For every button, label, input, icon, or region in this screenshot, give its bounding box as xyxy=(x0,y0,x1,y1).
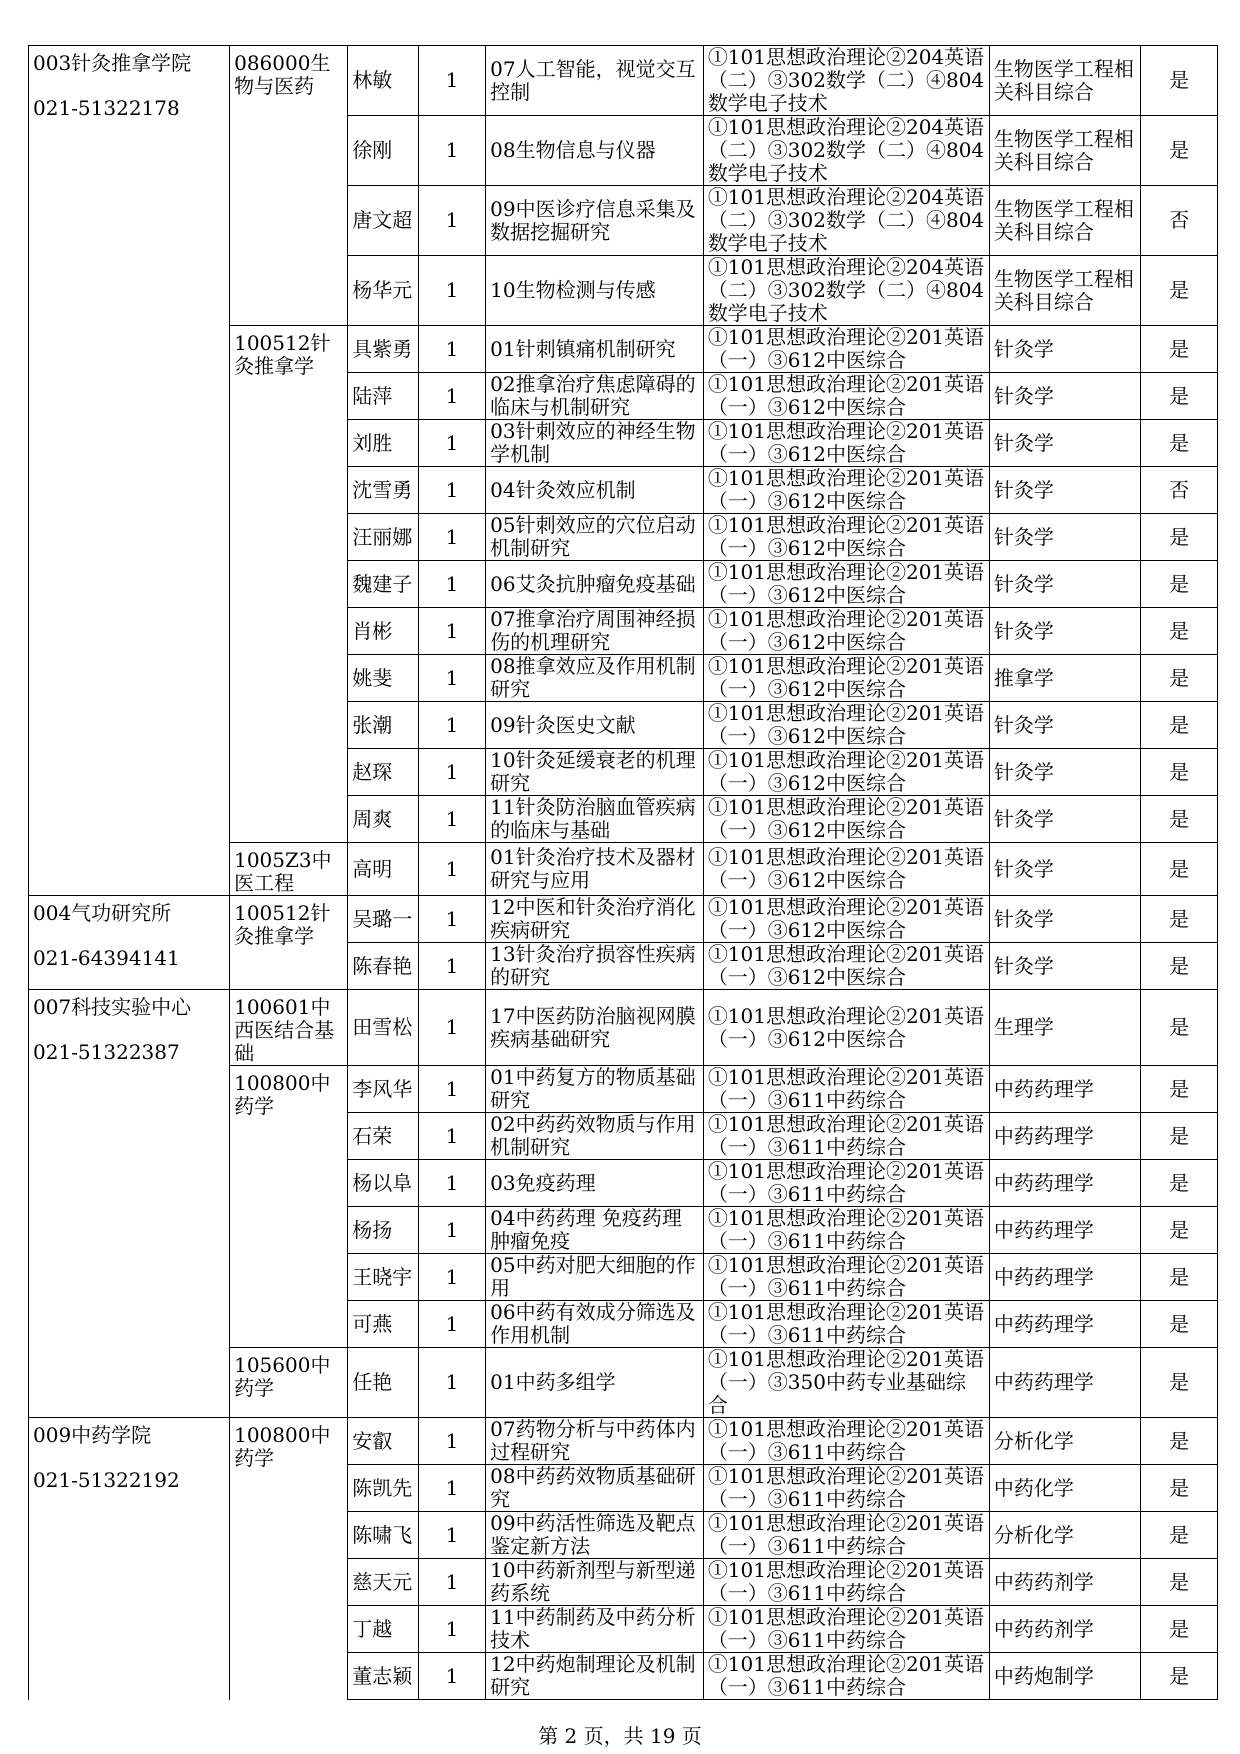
quota-cell: 1 xyxy=(418,467,485,514)
tutor-cell: 李风华 xyxy=(348,1066,418,1113)
flag-cell: 是 xyxy=(1141,655,1218,702)
tutor-cell: 石荣 xyxy=(348,1113,418,1160)
major-cell: 100800中药学 xyxy=(230,1066,348,1348)
quota-cell: 1 xyxy=(418,326,485,373)
exam-subjects-cell: ①101思想政治理论②201英语（一）③611中药综合 xyxy=(703,1113,989,1160)
flag-cell: 是 xyxy=(1141,1113,1218,1160)
flag-cell: 是 xyxy=(1141,373,1218,420)
table-row xyxy=(29,990,1218,1066)
retest-subject-cell: 生理学 xyxy=(989,990,1140,1066)
research-direction-cell: 08中药药效物质基础研究 xyxy=(486,1465,704,1512)
department-phone: 021-51322192 xyxy=(33,1468,180,1492)
research-direction-cell: 04中药药理 免疫药理肿瘤免疫 xyxy=(486,1207,704,1254)
research-direction-cell: 11中药制药及中药分析技术 xyxy=(486,1606,704,1653)
research-direction-cell: 01中药复方的物质基础研究 xyxy=(486,1066,704,1113)
exam-subjects-cell: ①101思想政治理论②201英语（一）③612中医综合 xyxy=(703,896,989,943)
exam-subjects-cell: ①101思想政治理论②201英语（一）③612中医综合 xyxy=(703,843,989,896)
flag-cell: 是 xyxy=(1141,943,1218,990)
page-footer: 第 2 页，共 19 页 xyxy=(538,1724,702,1748)
flag-cell: 是 xyxy=(1141,1606,1218,1653)
research-direction-cell: 10生物检测与传感 xyxy=(486,256,704,326)
major-cell: 100512针灸推拿学 xyxy=(230,326,348,843)
exam-subjects-cell: ①101思想政治理论②201英语（一）③612中医综合 xyxy=(703,326,989,373)
retest-subject-cell: 中药化学 xyxy=(989,1465,1140,1512)
research-direction-cell: 12中医和针灸治疗消化疾病研究 xyxy=(486,896,704,943)
flag-cell: 是 xyxy=(1141,1653,1218,1700)
exam-subjects-cell: ①101思想政治理论②201英语（一）③611中药综合 xyxy=(703,1606,989,1653)
exam-subjects-cell: ①101思想政治理论②201英语（一）③612中医综合 xyxy=(703,702,989,749)
retest-subject-cell: 针灸学 xyxy=(989,896,1140,943)
exam-subjects-cell: ①101思想政治理论②201英语（一）③612中医综合 xyxy=(703,990,989,1066)
quota-cell: 1 xyxy=(418,256,485,326)
quota-cell: 1 xyxy=(418,702,485,749)
tutor-cell: 杨扬 xyxy=(348,1207,418,1254)
department-name: 009中药学院 xyxy=(33,1423,152,1447)
tutor-cell: 陆萍 xyxy=(348,373,418,420)
tutor-cell: 张潮 xyxy=(348,702,418,749)
retest-subject-cell: 分析化学 xyxy=(989,1512,1140,1559)
quota-cell: 1 xyxy=(418,608,485,655)
research-direction-cell: 05针刺效应的穴位启动机制研究 xyxy=(486,514,704,561)
flag-cell: 是 xyxy=(1141,1512,1218,1559)
retest-subject-cell: 生物医学工程相关科目综合 xyxy=(989,256,1140,326)
research-direction-cell: 05中药对肥大细胞的作用 xyxy=(486,1254,704,1301)
retest-subject-cell: 针灸学 xyxy=(989,608,1140,655)
quota-cell: 1 xyxy=(418,1207,485,1254)
major-cell: 100601中西医结合基础 xyxy=(230,990,348,1066)
exam-subjects-cell: ①101思想政治理论②201英语（一）③612中医综合 xyxy=(703,373,989,420)
quota-cell: 1 xyxy=(418,561,485,608)
research-direction-cell: 02中药药效物质与作用机制研究 xyxy=(486,1113,704,1160)
retest-subject-cell: 中药药理学 xyxy=(989,1113,1140,1160)
flag-cell: 否 xyxy=(1141,186,1218,256)
retest-subject-cell: 针灸学 xyxy=(989,796,1140,843)
retest-subject-cell: 生物医学工程相关科目综合 xyxy=(989,186,1140,256)
research-direction-cell: 10中药新剂型与新型递药系统 xyxy=(486,1559,704,1606)
tutor-cell: 具紫勇 xyxy=(348,326,418,373)
retest-subject-cell: 中药药理学 xyxy=(989,1348,1140,1418)
exam-subjects-cell: ①101思想政治理论②204英语（二）③302数学（二）④804数学电子技术 xyxy=(703,256,989,326)
quota-cell: 1 xyxy=(418,1066,485,1113)
retest-subject-cell: 中药药理学 xyxy=(989,1254,1140,1301)
department-name: 004气功研究所 xyxy=(33,901,172,925)
flag-cell: 是 xyxy=(1141,1559,1218,1606)
retest-subject-cell: 生物医学工程相关科目综合 xyxy=(989,46,1140,116)
exam-subjects-cell: ①101思想政治理论②201英语（一）③612中医综合 xyxy=(703,943,989,990)
flag-cell: 是 xyxy=(1141,608,1218,655)
research-direction-cell: 07推拿治疗周围神经损伤的机理研究 xyxy=(486,608,704,655)
quota-cell: 1 xyxy=(418,749,485,796)
tutor-cell: 董志颖 xyxy=(348,1653,418,1700)
retest-subject-cell: 针灸学 xyxy=(989,420,1140,467)
flag-cell: 是 xyxy=(1141,702,1218,749)
research-direction-cell: 13针灸治疗损容性疾病的研究 xyxy=(486,943,704,990)
tutor-cell: 田雪松 xyxy=(348,990,418,1066)
quota-cell: 1 xyxy=(418,1512,485,1559)
quota-cell: 1 xyxy=(418,186,485,256)
quota-cell: 1 xyxy=(418,1418,485,1465)
flag-cell: 是 xyxy=(1141,420,1218,467)
quota-cell: 1 xyxy=(418,1465,485,1512)
flag-cell: 是 xyxy=(1141,1160,1218,1207)
retest-subject-cell: 中药药理学 xyxy=(989,1207,1140,1254)
research-direction-cell: 12中药炮制理论及机制研究 xyxy=(486,1653,704,1700)
tutor-cell: 沈雪勇 xyxy=(348,467,418,514)
retest-subject-cell: 中药药理学 xyxy=(989,1160,1140,1207)
quota-cell: 1 xyxy=(418,514,485,561)
quota-cell: 1 xyxy=(418,1559,485,1606)
exam-subjects-cell: ①101思想政治理论②201英语（一）③611中药综合 xyxy=(703,1254,989,1301)
retest-subject-cell: 针灸学 xyxy=(989,467,1140,514)
tutor-cell: 杨以阜 xyxy=(348,1160,418,1207)
quota-cell: 1 xyxy=(418,655,485,702)
retest-subject-cell: 生物医学工程相关科目综合 xyxy=(989,116,1140,186)
tutor-cell: 徐刚 xyxy=(348,116,418,186)
exam-subjects-cell: ①101思想政治理论②201英语（一）③611中药综合 xyxy=(703,1465,989,1512)
flag-cell: 是 xyxy=(1141,514,1218,561)
quota-cell: 1 xyxy=(418,1160,485,1207)
flag-cell: 是 xyxy=(1141,256,1218,326)
exam-subjects-cell: ①101思想政治理论②201英语（一）③611中药综合 xyxy=(703,1559,989,1606)
exam-subjects-cell: ①101思想政治理论②201英语（一）③612中医综合 xyxy=(703,796,989,843)
research-direction-cell: 03针刺效应的神经生物学机制 xyxy=(486,420,704,467)
quota-cell: 1 xyxy=(418,990,485,1066)
exam-subjects-cell: ①101思想政治理论②201英语（一）③611中药综合 xyxy=(703,1512,989,1559)
retest-subject-cell: 分析化学 xyxy=(989,1418,1140,1465)
tutor-cell: 陈啸飞 xyxy=(348,1512,418,1559)
research-direction-cell: 06艾灸抗肿瘤免疫基础 xyxy=(486,561,704,608)
exam-subjects-cell: ①101思想政治理论②201英语（一）③611中药综合 xyxy=(703,1160,989,1207)
flag-cell: 否 xyxy=(1141,467,1218,514)
department-cell xyxy=(29,896,230,990)
flag-cell: 是 xyxy=(1141,1348,1218,1418)
tutor-cell: 可燕 xyxy=(348,1301,418,1348)
flag-cell: 是 xyxy=(1141,1207,1218,1254)
research-direction-cell: 10针灸延缓衰老的机理研究 xyxy=(486,749,704,796)
research-direction-cell: 09针灸医史文献 xyxy=(486,702,704,749)
major-cell: 100800中药学 xyxy=(230,1418,348,1700)
tutor-cell: 杨华元 xyxy=(348,256,418,326)
tutor-cell: 姚斐 xyxy=(348,655,418,702)
retest-subject-cell: 中药药理学 xyxy=(989,1066,1140,1113)
research-direction-cell: 17中医药防治脑视网膜疾病基础研究 xyxy=(486,990,704,1066)
major-cell: 1005Z3中医工程 xyxy=(230,843,348,896)
research-direction-cell: 02推拿治疗焦虑障碍的临床与机制研究 xyxy=(486,373,704,420)
flag-cell: 是 xyxy=(1141,561,1218,608)
exam-subjects-cell: ①101思想政治理论②204英语（二）③302数学（二）④804数学电子技术 xyxy=(703,116,989,186)
department-cell xyxy=(29,46,230,896)
retest-subject-cell: 针灸学 xyxy=(989,561,1140,608)
exam-subjects-cell: ①101思想政治理论②204英语（二）③302数学（二）④804数学电子技术 xyxy=(703,46,989,116)
exam-subjects-cell: ①101思想政治理论②201英语（一）③350中药专业基础综合 xyxy=(703,1348,989,1418)
quota-cell: 1 xyxy=(418,420,485,467)
research-direction-cell: 06中药有效成分筛选及作用机制 xyxy=(486,1301,704,1348)
quota-cell: 1 xyxy=(418,943,485,990)
exam-subjects-cell: ①101思想政治理论②201英语（一）③611中药综合 xyxy=(703,1301,989,1348)
tutor-cell: 陈凯先 xyxy=(348,1465,418,1512)
tutor-cell: 陈春艳 xyxy=(348,943,418,990)
retest-subject-cell: 针灸学 xyxy=(989,749,1140,796)
tutor-cell: 安叡 xyxy=(348,1418,418,1465)
quota-cell: 1 xyxy=(418,1606,485,1653)
research-direction-cell: 07人工智能，视觉交互控制 xyxy=(486,46,704,116)
table-row xyxy=(29,1418,1218,1465)
tutor-cell: 周爽 xyxy=(348,796,418,843)
research-direction-cell: 01针刺镇痛机制研究 xyxy=(486,326,704,373)
research-direction-cell: 04针灸效应机制 xyxy=(486,467,704,514)
exam-subjects-cell: ①101思想政治理论②201英语（一）③611中药综合 xyxy=(703,1418,989,1465)
exam-subjects-cell: ①101思想政治理论②201英语（一）③611中药综合 xyxy=(703,1207,989,1254)
retest-subject-cell: 中药药理学 xyxy=(989,1301,1140,1348)
flag-cell: 是 xyxy=(1141,1465,1218,1512)
quota-cell: 1 xyxy=(418,373,485,420)
research-direction-cell: 08推拿效应及作用机制研究 xyxy=(486,655,704,702)
exam-subjects-cell: ①101思想政治理论②201英语（一）③612中医综合 xyxy=(703,420,989,467)
quota-cell: 1 xyxy=(418,843,485,896)
department-phone: 021-64394141 xyxy=(33,946,180,970)
flag-cell: 是 xyxy=(1141,796,1218,843)
flag-cell: 是 xyxy=(1141,843,1218,896)
quota-cell: 1 xyxy=(418,1301,485,1348)
retest-subject-cell: 中药药剂学 xyxy=(989,1606,1140,1653)
exam-subjects-cell: ①101思想政治理论②201英语（一）③612中医综合 xyxy=(703,467,989,514)
quota-cell: 1 xyxy=(418,1348,485,1418)
retest-subject-cell: 中药炮制学 xyxy=(989,1653,1140,1700)
research-direction-cell: 11针灸防治脑血管疾病的临床与基础 xyxy=(486,796,704,843)
research-direction-cell: 09中药活性筛选及靶点鉴定新方法 xyxy=(486,1512,704,1559)
major-cell: 100512针灸推拿学 xyxy=(230,896,348,990)
tutor-cell: 魏建子 xyxy=(348,561,418,608)
retest-subject-cell: 针灸学 xyxy=(989,326,1140,373)
tutor-cell: 赵琛 xyxy=(348,749,418,796)
retest-subject-cell: 针灸学 xyxy=(989,702,1140,749)
flag-cell: 是 xyxy=(1141,1418,1218,1465)
retest-subject-cell: 针灸学 xyxy=(989,843,1140,896)
quota-cell: 1 xyxy=(418,796,485,843)
research-direction-cell: 03免疫药理 xyxy=(486,1160,704,1207)
flag-cell: 是 xyxy=(1141,1301,1218,1348)
exam-subjects-cell: ①101思想政治理论②201英语（一）③611中药综合 xyxy=(703,1066,989,1113)
department-name: 007科技实验中心 xyxy=(33,995,192,1019)
tutor-cell: 慈天元 xyxy=(348,1559,418,1606)
research-direction-cell: 01针灸治疗技术及器材研究与应用 xyxy=(486,843,704,896)
research-direction-cell: 07药物分析与中药体内过程研究 xyxy=(486,1418,704,1465)
tutor-cell: 丁越 xyxy=(348,1606,418,1653)
admissions-table xyxy=(28,45,1218,1700)
exam-subjects-cell: ①101思想政治理论②201英语（一）③612中医综合 xyxy=(703,608,989,655)
department-phone: 021-51322387 xyxy=(33,1040,180,1064)
quota-cell: 1 xyxy=(418,896,485,943)
department-cell xyxy=(29,990,230,1418)
exam-subjects-cell: ①101思想政治理论②201英语（一）③612中医综合 xyxy=(703,514,989,561)
department-phone: 021-51322178 xyxy=(33,96,180,120)
exam-subjects-cell: ①101思想政治理论②201英语（一）③612中医综合 xyxy=(703,655,989,702)
table-row xyxy=(29,46,1218,116)
quota-cell: 1 xyxy=(418,1113,485,1160)
quota-cell: 1 xyxy=(418,46,485,116)
department-name: 003针灸推拿学院 xyxy=(33,51,192,75)
tutor-cell: 汪丽娜 xyxy=(348,514,418,561)
department-cell xyxy=(29,1418,230,1700)
retest-subject-cell: 针灸学 xyxy=(989,514,1140,561)
major-cell: 105600中药学 xyxy=(230,1348,348,1418)
flag-cell: 是 xyxy=(1141,896,1218,943)
tutor-cell: 高明 xyxy=(348,843,418,896)
research-direction-cell: 09中医诊疗信息采集及数据挖掘研究 xyxy=(486,186,704,256)
quota-cell: 1 xyxy=(418,1653,485,1700)
research-direction-cell: 01中药多组学 xyxy=(486,1348,704,1418)
flag-cell: 是 xyxy=(1141,749,1218,796)
flag-cell: 是 xyxy=(1141,1066,1218,1113)
exam-subjects-cell: ①101思想政治理论②204英语（二）③302数学（二）④804数学电子技术 xyxy=(703,186,989,256)
retest-subject-cell: 中药药剂学 xyxy=(989,1559,1140,1606)
tutor-cell: 吴璐一 xyxy=(348,896,418,943)
tutor-cell: 王晓宇 xyxy=(348,1254,418,1301)
tutor-cell: 任艳 xyxy=(348,1348,418,1418)
retest-subject-cell: 针灸学 xyxy=(989,373,1140,420)
quota-cell: 1 xyxy=(418,1254,485,1301)
exam-subjects-cell: ①101思想政治理论②201英语（一）③611中药综合 xyxy=(703,1653,989,1700)
quota-cell: 1 xyxy=(418,116,485,186)
flag-cell: 是 xyxy=(1141,326,1218,373)
exam-subjects-cell: ①101思想政治理论②201英语（一）③612中医综合 xyxy=(703,749,989,796)
tutor-cell: 林敏 xyxy=(348,46,418,116)
retest-subject-cell: 针灸学 xyxy=(989,943,1140,990)
flag-cell: 是 xyxy=(1141,1254,1218,1301)
retest-subject-cell: 推拿学 xyxy=(989,655,1140,702)
tutor-cell: 唐文超 xyxy=(348,186,418,256)
tutor-cell: 刘胜 xyxy=(348,420,418,467)
research-direction-cell: 08生物信息与仪器 xyxy=(486,116,704,186)
exam-subjects-cell: ①101思想政治理论②201英语（一）③612中医综合 xyxy=(703,561,989,608)
table-row xyxy=(29,896,1218,943)
flag-cell: 是 xyxy=(1141,990,1218,1066)
flag-cell: 是 xyxy=(1141,46,1218,116)
major-cell: 086000生物与医药 xyxy=(230,46,348,326)
tutor-cell: 肖彬 xyxy=(348,608,418,655)
flag-cell: 是 xyxy=(1141,116,1218,186)
